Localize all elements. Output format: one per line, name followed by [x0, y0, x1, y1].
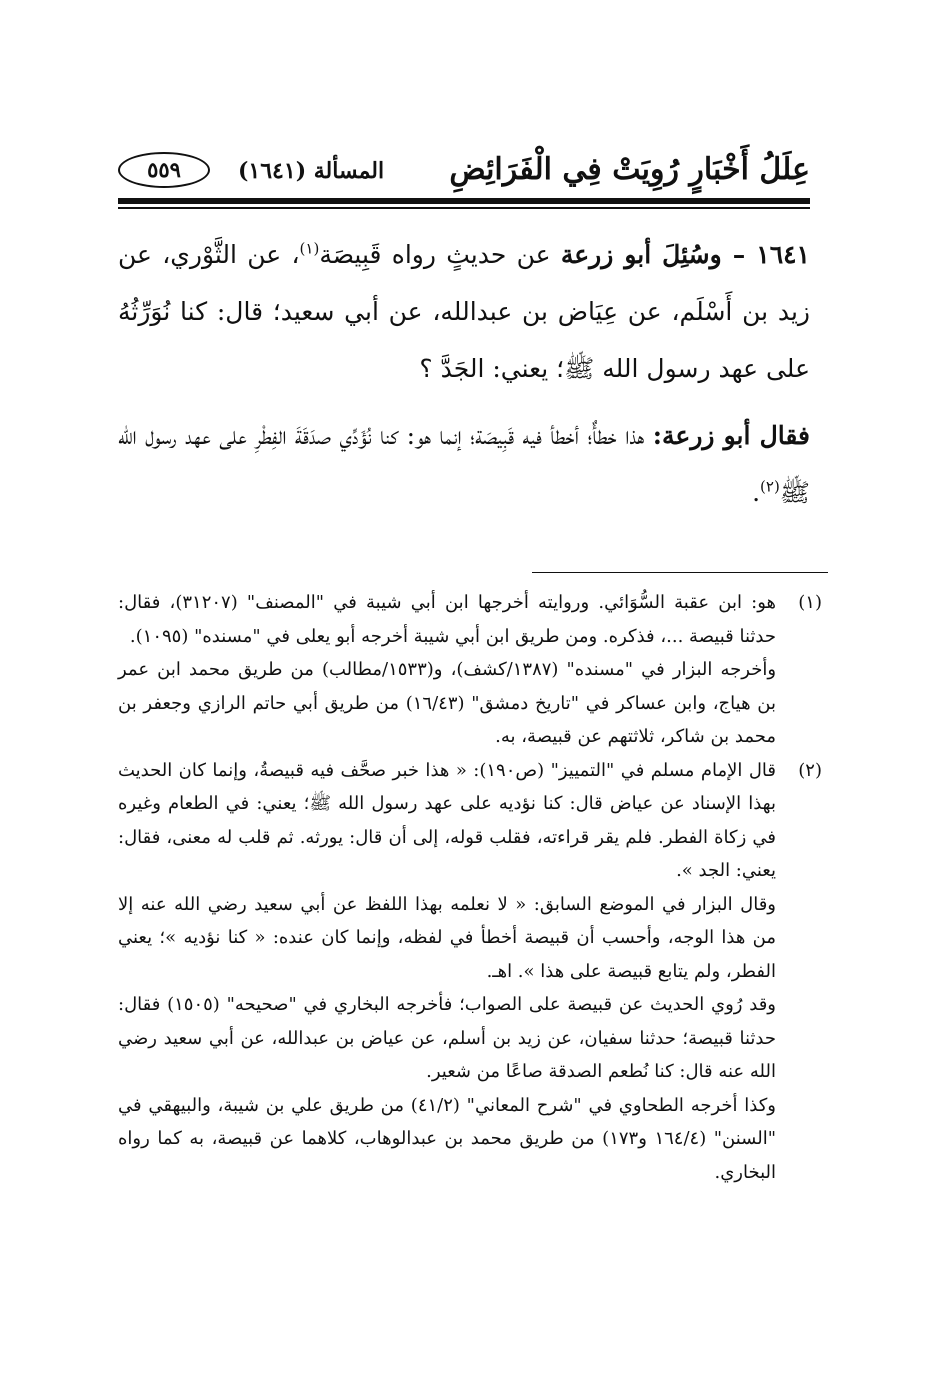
question-lead: ١٦٤١ – وسُئِلَ أبو زرعة — [560, 240, 810, 269]
footnote-number: (١) — [798, 592, 822, 613]
page-header — [118, 150, 810, 194]
footnotes — [118, 586, 822, 1189]
footnote-paragraph: هو: ابن عقبة السُّوَائي. وروايته أخرجها ابن أبي شيبة في "المصنف" (٣١٢٠٧)، فقال: حدثنا قبيصة ...، فذكره. ومن طريق ابن أبي شيبة أخرجه أبو يعلى في "مسنده" (١٠٩٥). — [118, 592, 776, 647]
answer-lead: فقال أبو زرعة: — [652, 421, 810, 450]
question-text: عن حديثٍ رواه قَبِيصَة — [319, 240, 561, 269]
book-title: عِلَلُ أَخْبَارٍ رُوِيَتْ فِي الْفَرَائِضِ — [449, 152, 810, 187]
main-text — [118, 226, 810, 531]
footnote-2 — [118, 754, 822, 1190]
question-text-cont: ، عن الثَّوْري، عن زيد بن أَسْلَم، عن عِيَاض بن عبدالله، عن أبي سعيد؛ قال: كنا نُوَرِّثُهُ على عهد رسول الله ﷺ؛ يعني: الجَدَّ ؟ — [118, 240, 810, 383]
issue-label: المسألة (١٦٤١) — [238, 158, 385, 184]
footnote-paragraph: وكذا أخرجه الطحاوي في "شرح المعاني" (٤١/٢) من طريق علي بن شيبة، والبيهقي في "السنن" (١٦٤/٤ و١٧٣) من طريق محمد بن عبدالوهاب، كلاهما عن قبيصة، به كما رواه البخاري. — [118, 1094, 777, 1183]
answer-paragraph — [118, 407, 810, 521]
header-rule-thick — [118, 198, 810, 204]
footnote-paragraph: قال الإمام مسلم في "التمييز" (ص١٩٠): « هذا خبر صحَّف فيه قبيصةُ، وإنما كان الحديث بهذا الإسناد عن عياض قال: كنا نؤديه على عهد رسول الله ﷺ؛ يعني: في الطعام وغيره في زكاة الفطر. فلم يقر قراءته، فقلب قوله، إلى أن قال: يورثه. ثم قلب له معنى، فقال: يعني: الجد ». — [118, 759, 776, 881]
answer-end: . — [752, 478, 761, 507]
question-paragraph — [118, 226, 810, 397]
footnote-ref-1: (١) — [299, 239, 320, 258]
header-rule-thin — [118, 207, 810, 209]
footnote-ref-2: (٢) — [760, 477, 780, 496]
footnote-number: (٢) — [798, 759, 822, 781]
page-number-badge: ٥٥٩ — [118, 152, 210, 188]
footnote-paragraph: وقد رُوي الحديث عن قبيصة على الصواب؛ فأخرجه البخاري في "صحيحه" (١٥٠٥) فقال: حدثنا قبيصة؛ حدثنا سفيان، عن زيد بن أسلم، عن عياض بن عبدالله، عن أبي سعيد رضي الله عنه قال: كنا نُطعم الصدقة صاعًا من شعير. — [118, 994, 776, 1082]
answer-text: هذا خطأٌ؛ أخطأ فيه قَبِيصَة؛ إنما هو: كنا نُؤَدِّي صدَقَةَ الفِطْرِ على عهد رسول الله ﷺ — [118, 421, 810, 507]
footnote-1 — [118, 586, 822, 754]
footnote-separator — [532, 572, 828, 573]
footnote-paragraph: وقال البزار في الموضع السابق: « لا نعلمه بهذا اللفظ عن أبي سعيد رضي الله عنه إلا من هذا الوجه، وأحسب أن قبيصة أخطأ في لفظه، وإنما كان عنده: « كنا نؤديه »؛ يعني الفطر، ولم يتابع قبيصة على هذا ». اهـ. — [118, 893, 776, 982]
footnote-paragraph: وأخرجه البزار في "مسنده" (١٣٨٧/كشف)، و(١٥٣٣/مطالب) من طريق محمد ابن عمر بن هياج، وابن عساكر في "تاريخ دمشق" (١٦/٤٣) من طريق أبي حاتم الرازي وجعفر بن محمد بن شاكر، ثلاثتهم عن قبيصة، به. — [118, 659, 777, 747]
